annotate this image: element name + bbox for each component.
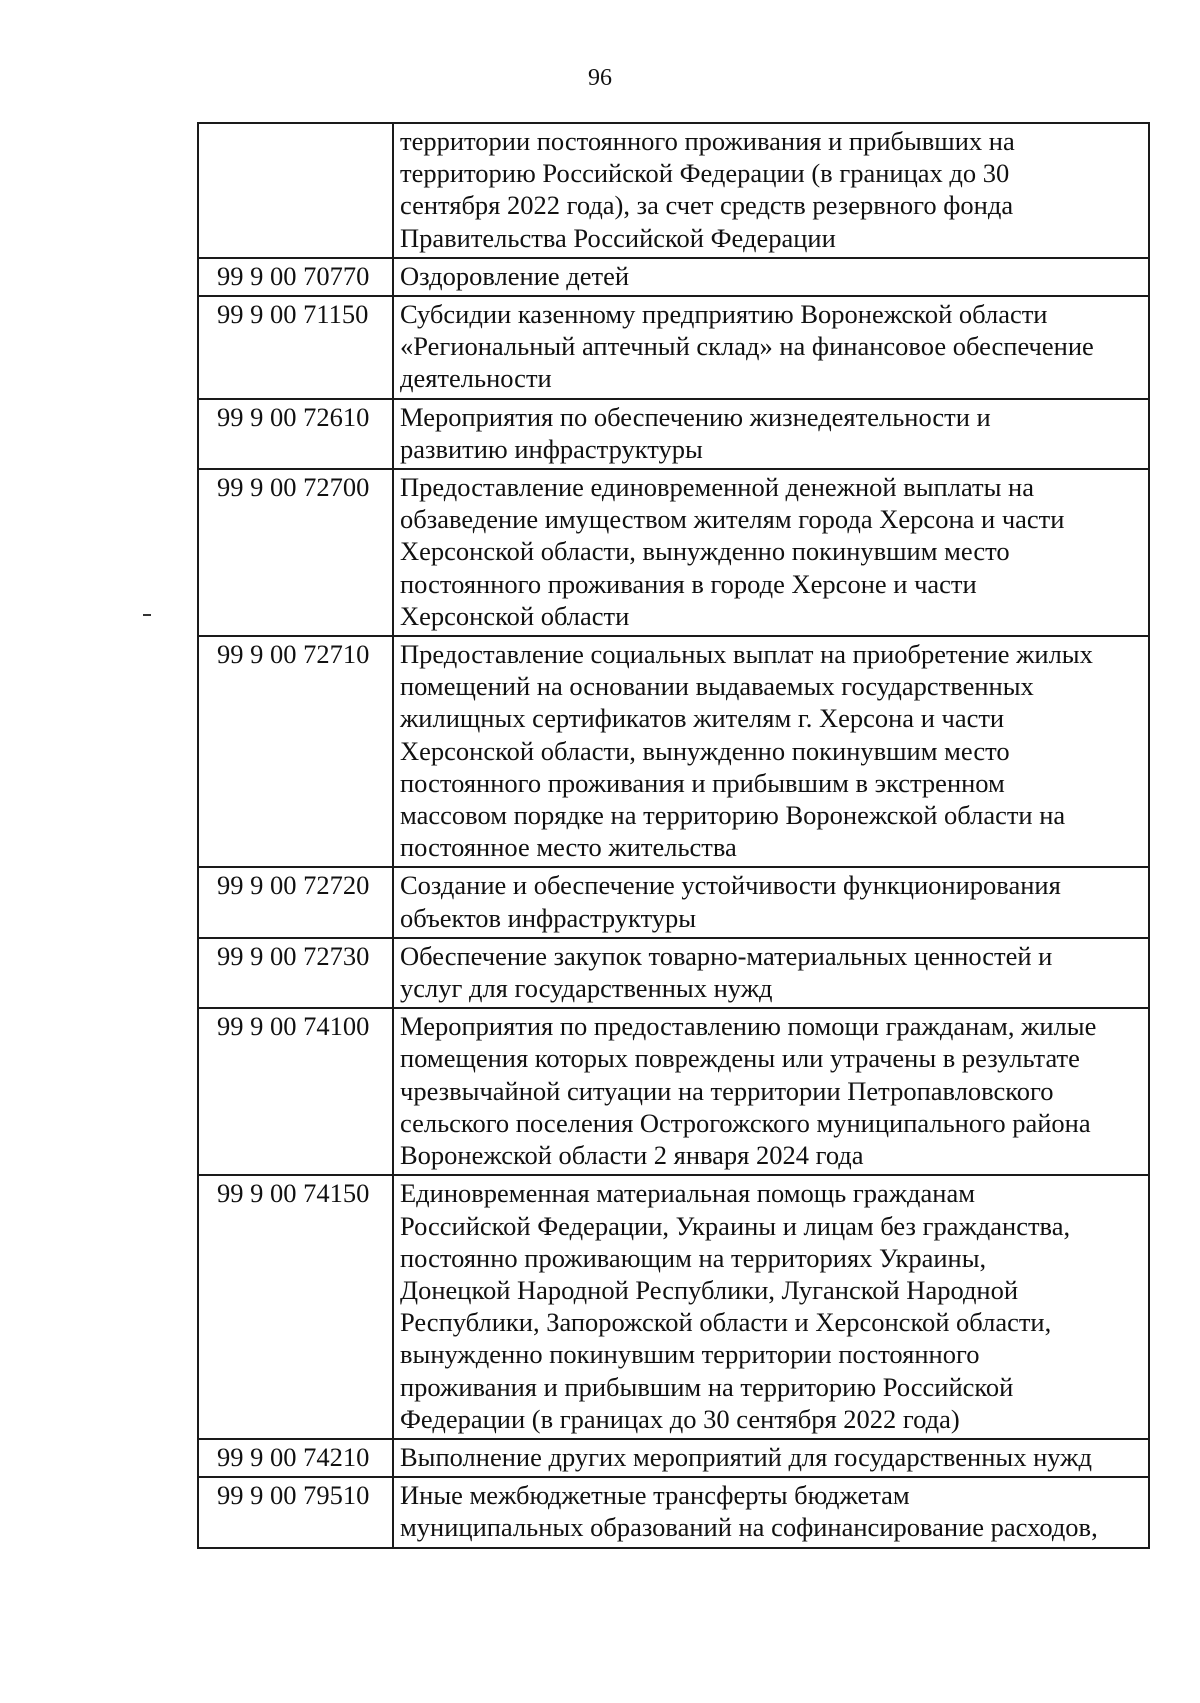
margin-mark bbox=[143, 614, 151, 616]
table-row bbox=[198, 1439, 1149, 1477]
name-cell: Мероприятия по предоставлению помощи гражданам, жилые помещения которых повреждены или утрачены в результате чрезвычайной ситуации на территории Петропавловского сельского поселения Острогожского муниципального района Воронежской области 2 января 2024 года bbox=[393, 1008, 1149, 1175]
name-cell: территории постоянного проживания и прибывших на территорию Российской Федерации (в границах до 30 сентября 2022 года), за счет средств резервного фонда Правительства Российской Федерации bbox=[393, 123, 1149, 258]
table-row bbox=[198, 469, 1149, 636]
code-cell bbox=[198, 123, 393, 258]
name-cell: Оздоровление детей bbox=[393, 258, 1149, 296]
code-cell: 99 9 00 79510 bbox=[198, 1477, 393, 1547]
code-cell: 99 9 00 72710 bbox=[198, 636, 393, 867]
name-cell: Иные межбюджетные трансферты бюджетам муниципальных образований на софинансирование расходов, bbox=[393, 1477, 1149, 1547]
code-cell: 99 9 00 70770 bbox=[198, 258, 393, 296]
code-cell: 99 9 00 72610 bbox=[198, 399, 393, 469]
name-cell: Обеспечение закупок товарно-материальных ценностей и услуг для государственных нужд bbox=[393, 938, 1149, 1008]
name-cell: Предоставление единовременной денежной выплаты на обзаведение имуществом жителям города Херсона и части Херсонской области, вынужденно покинувшим место постоянного проживания в городе Херсоне и части Херсонской области bbox=[393, 469, 1149, 636]
code-cell: 99 9 00 74100 bbox=[198, 1008, 393, 1175]
code-cell: 99 9 00 72700 bbox=[198, 469, 393, 636]
code-cell: 99 9 00 71150 bbox=[198, 296, 393, 399]
name-cell: Мероприятия по обеспечению жизнедеятельности и развитию инфраструктуры bbox=[393, 399, 1149, 469]
table-row bbox=[198, 258, 1149, 296]
table-row bbox=[198, 399, 1149, 469]
code-cell: 99 9 00 72720 bbox=[198, 867, 393, 937]
code-cell: 99 9 00 74150 bbox=[198, 1175, 393, 1439]
page-number: 96 bbox=[588, 65, 612, 91]
name-cell: Выполнение других мероприятий для государственных нужд bbox=[393, 1439, 1149, 1477]
name-cell: Предоставление социальных выплат на приобретение жилых помещений на основании выдаваемых государственных жилищных сертификатов жителям г. Херсона и части Херсонской области, вынужденно покинувшим место постоянного проживания и прибывшим в экстренном массовом порядке на территорию Воронежской области на постоянное место жительства bbox=[393, 636, 1149, 867]
code-cell: 99 9 00 72730 bbox=[198, 938, 393, 1008]
table-row bbox=[198, 938, 1149, 1008]
table-row bbox=[198, 296, 1149, 399]
name-cell: Создание и обеспечение устойчивости функционирования объектов инфраструктуры bbox=[393, 867, 1149, 937]
table-row bbox=[198, 1175, 1149, 1439]
table-row bbox=[198, 123, 1149, 258]
budget-codes-table bbox=[197, 122, 1150, 1549]
table-row bbox=[198, 1477, 1149, 1547]
table-row bbox=[198, 1008, 1149, 1175]
name-cell: Единовременная материальная помощь гражданам Российской Федерации, Украины и лицам без гражданства, постоянно проживающим на территориях Украины, Донецкой Народной Республики, Луганской Народной Республики, Запорожской области и Херсонской области, вынужденно покинувшим территории постоянного проживания и прибывшим на территорию Российской Федерации (в границах до 30 сентября 2022 года) bbox=[393, 1175, 1149, 1439]
table-row bbox=[198, 867, 1149, 937]
name-cell: Субсидии казенному предприятию Воронежской области «Региональный аптечный склад» на финансовое обеспечение деятельности bbox=[393, 296, 1149, 399]
table-row bbox=[198, 636, 1149, 867]
code-cell: 99 9 00 74210 bbox=[198, 1439, 393, 1477]
